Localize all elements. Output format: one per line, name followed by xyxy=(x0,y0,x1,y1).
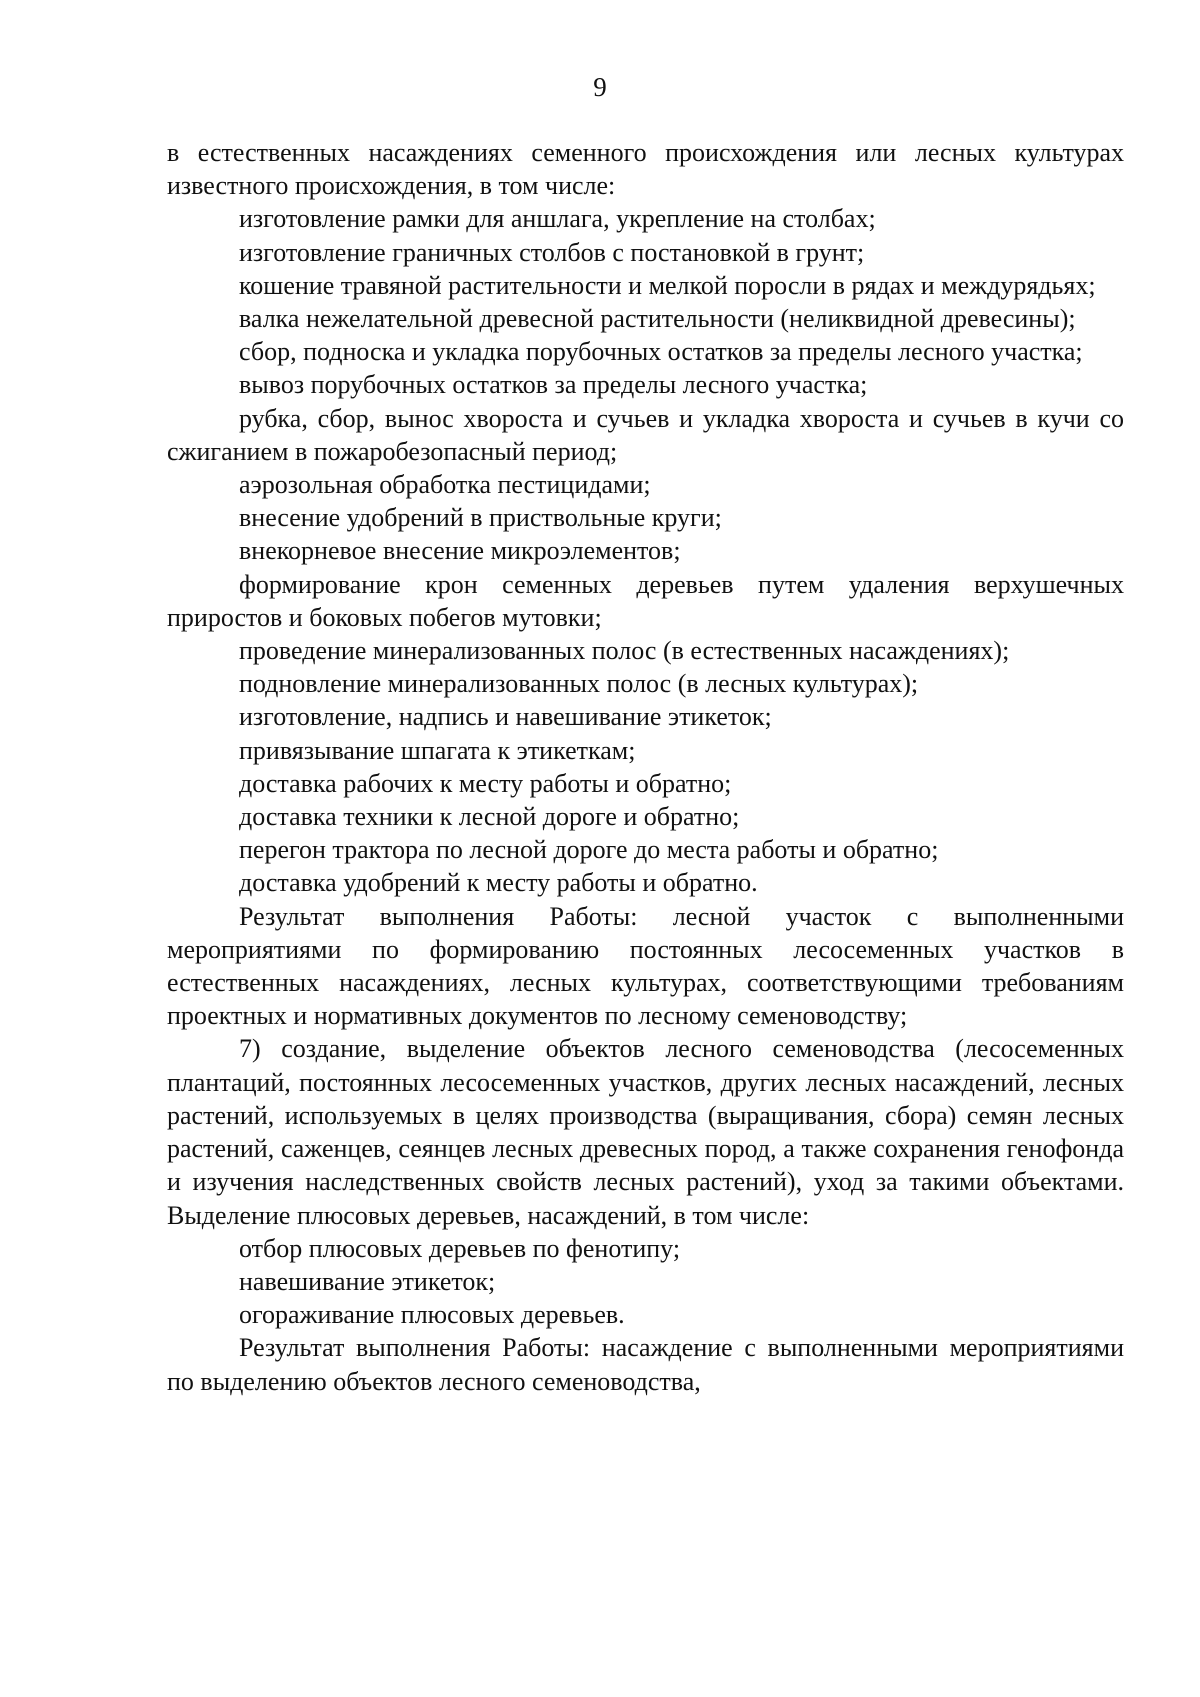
list-item: изготовление граничных столбов с постановкой в грунт; xyxy=(239,237,865,267)
list-item: внесение удобрений в приствольные круги; xyxy=(239,503,722,533)
list-item: рубка, сбор, вынос хвороста и сучьев и укладка хвороста и сучьев в кучи со сжиганием в пожаробезопасный период; xyxy=(167,403,1124,466)
list-item: кошение травяной растительности и мелкой поросли в рядах и междурядьях; xyxy=(239,270,1096,300)
paragraph-intro: в естественных насаждениях семенного происхождения или лесных культурах известного происхождения, в том числе: xyxy=(167,138,1124,201)
list-item: формирование крон семенных деревьев путем удаления верхушечных приростов и боковых побегов мутовки; xyxy=(167,569,1124,632)
list-item: изготовление, надпись и навешивание этикеток; xyxy=(239,702,772,732)
document-body xyxy=(167,136,1124,1398)
list-item: внекорневое внесение микроэлементов; xyxy=(239,536,681,566)
list-item: огораживание плюсовых деревьев. xyxy=(239,1300,625,1330)
list-item: доставка рабочих к месту работы и обратно; xyxy=(239,768,732,798)
numbered-paragraph: 7) создание, выделение объектов лесного семеноводства (лесосеменных плантаций, постоянных лесосеменных участков, других лесных насаждений, лесных растений, используемых в целях производства (выращивания, сбора) семян лесных растений, саженцев, сеянцев лесных древесных пород, а также сохранения генофонда и изучения наследственных свойств лесных растений), уход за такими объектами. Выделение плюсовых деревьев, насаждений, в том числе: xyxy=(167,1034,1124,1230)
list-item: отбор плюсовых деревьев по фенотипу; xyxy=(239,1233,681,1263)
list-item: сбор, подноска и укладка порубочных остатков за пределы лесного участка; xyxy=(239,337,1083,367)
list-item: валка нежелательной древесной растительности (неликвидной древесины); xyxy=(239,304,1076,334)
list-item: подновление минерализованных полос (в лесных культурах); xyxy=(239,669,919,699)
list-item: аэрозольная обработка пестицидами; xyxy=(239,470,651,500)
result-paragraph: Результат выполнения Работы: лесной участок с выполненными мероприятиями по формированию постоянных лесосеменных участков в естественных насаждениях, лесных культурах, соответствующими требованиям проектных и нормативных документов по лесному семеноводству; xyxy=(167,901,1124,1031)
list-item: вывоз порубочных остатков за пределы лесного участка; xyxy=(239,370,868,400)
page-number: 9 xyxy=(593,72,607,102)
list-item: доставка техники к лесной дороге и обратно; xyxy=(239,802,740,832)
list-item: изготовление рамки для аншлага, укрепление на столбах; xyxy=(239,204,876,234)
list-item: доставка удобрений к месту работы и обратно. xyxy=(239,868,758,898)
list-item: перегон трактора по лесной дороге до места работы и обратно; xyxy=(239,835,939,865)
result-paragraph: Результат выполнения Работы: насаждение с выполненными мероприятиями по выделению объектов лесного семеноводства, xyxy=(167,1333,1124,1396)
list-item: навешивание этикеток; xyxy=(239,1266,496,1296)
list-item: привязывание шпагата к этикеткам; xyxy=(239,735,636,765)
list-item: проведение минерализованных полос (в естественных насаждениях); xyxy=(239,636,1010,666)
